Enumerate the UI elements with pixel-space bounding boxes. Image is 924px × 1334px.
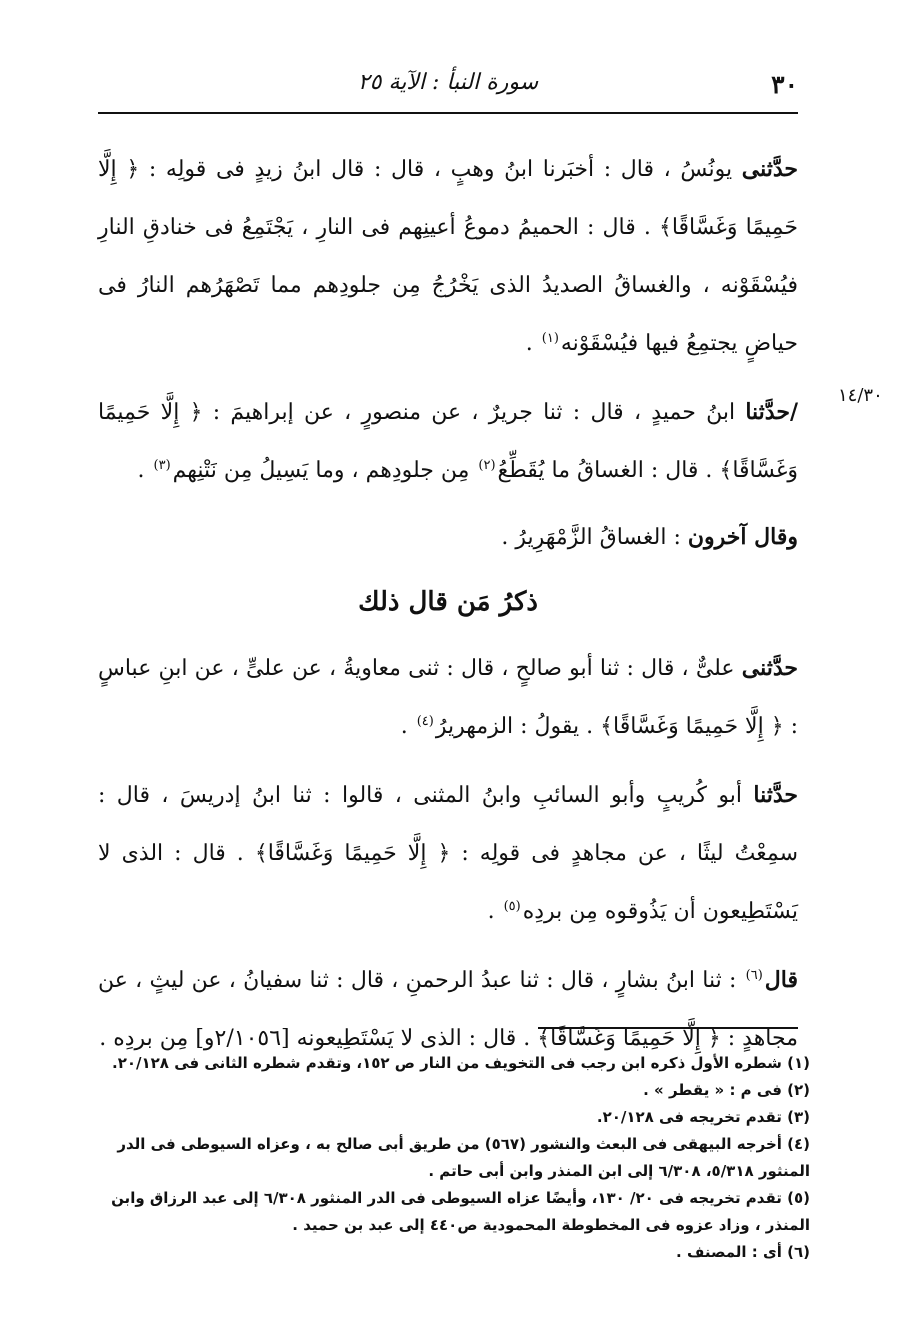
paragraph-tail: . xyxy=(137,458,152,483)
paragraph-text: : ثنا ابنُ بشارٍ ، قال : ثنا عبدُ الرحمنِ ، قال : ثنا سفيانُ ، عن ليثٍ ، عن مجاهدٍ : ﴿ إِلَّا حَمِيمًا وَغَسَّاقًا﴾ . قال : الذى لا يَسْتَطِيعونه [٢/١٠٥٦و] مِن بردِه . xyxy=(98,968,798,1051)
paragraph-text: علىٌّ ، قال : ثنا أبو صالحٍ ، قال : ثنى معاويةُ ، عن علىٍّ ، عن ابنِ عباسٍ : ﴿ إِلَّا حَمِيمًا وَغَسَّاقًا﴾ . يقولُ : الزمهريرُ xyxy=(98,656,798,739)
paragraph-tail: . xyxy=(400,714,415,739)
footnote-2: (٢) فى م : « يقطر » . xyxy=(643,1081,810,1099)
paragraph-lead: وقال آخرون xyxy=(687,524,798,550)
paragraph-4 xyxy=(98,639,798,756)
footnote-1: (١) شطره الأول ذكره ابن رجب فى التخويف من النار ص ١٥٢، وتقدم شطره الثانى فى ٢٠/١٢٨. xyxy=(112,1054,810,1072)
footnote-5: (٥) تقدم تخريجه فى ٢٠/ ١٣٠، وأيضًا عزاه السيوطى فى الدر المنثور ٦/٣٠٨ إلى عبد الرزاق وابن المنذر ، وزاد عزوه فى المخطوطة المحمودية ص٤٤٠ إلى عبد بن حميد . xyxy=(111,1189,810,1234)
running-title: سورة النبأ : الآية ٢٥ xyxy=(357,70,539,95)
paragraph-5 xyxy=(98,766,798,941)
page-header xyxy=(98,62,798,114)
paragraph-lead: حدَّثنا xyxy=(753,782,798,808)
footnote-ref: (٣) xyxy=(153,457,171,473)
paragraph-text: يونُسُ ، قال : أخبَرنا ابنُ وهبٍ ، قال : قال ابنُ زيدٍ فى قولِه : ﴿ إِلَّا حَمِيمًا وَغَسَّاقًا﴾ . قال : الحميمُ دموعُ أعينِهم فى النارِ ، يَجْتَمِعُ فى خنادقِ النارِ فيُسْقَوْنه ، والغساقُ الصديدُ الذى يَخْرُجُ مِن جلودِهم مما تَصْهَرُهم النارُ فى حياضٍ يجتمِعُ فيها فيُسْقَوْنه xyxy=(98,157,798,356)
paragraph-tail: . xyxy=(525,331,540,356)
paragraph-text: ابنُ حميدٍ ، قال : ثنا جريرٌ ، عن منصورٍ ، عن إبراهيمَ : ﴿ إِلَّا حَمِيمًا وَغَسَّاقًا﴾ . قال : الغساقُ ما يُقَطِّعُ xyxy=(98,400,798,483)
margin-reference: ١٤/٣٠ xyxy=(838,385,883,406)
footnotes xyxy=(98,1050,810,1266)
main-text xyxy=(98,140,798,1076)
paragraph-lead: قال xyxy=(764,967,798,993)
paragraph-tail: . xyxy=(487,899,502,924)
paragraph-1 xyxy=(98,140,798,373)
footnote-ref: (١) xyxy=(541,330,559,346)
footnote-6: (٦) أى : المصنف . xyxy=(676,1243,810,1261)
paragraph-text: أبو كُريبٍ وأبو السائبِ وابنُ المثنى ، قالوا : ثنا ابنُ إدريسَ ، قال : سمِعْتُ ليثًا ، عن مجاهدٍ فى قولِه : ﴿ إِلَّا حَمِيمًا وَغَسَّاقًا﴾ . قال : الذى لا يَسْتَطِيعون أن يَذُوقوه مِن بردِه xyxy=(98,783,798,924)
footnote-ref: (٥) xyxy=(503,898,521,914)
section-heading: ذكرُ مَن قال ذلك xyxy=(358,587,538,617)
paragraph-lead: /حدَّثنا xyxy=(745,399,798,425)
footnote-ref: (٦) xyxy=(745,967,763,983)
paragraph-3 xyxy=(98,508,798,567)
paragraph-text: : الغساقُ الزَّمْهَرِيرُ . xyxy=(501,525,688,550)
paragraph-lead: حدَّثنى xyxy=(741,156,799,182)
footnote-ref: (٤) xyxy=(416,713,434,729)
paragraph-2 xyxy=(98,383,798,500)
footnote-3: (٣) تقدم تخريجه فى ٢٠/١٢٨. xyxy=(596,1108,810,1126)
paragraph-text-2: مِن جلودِهم ، وما يَسِيلُ مِن نَتْنِهم xyxy=(172,458,477,483)
footnote-divider xyxy=(538,1027,798,1029)
paragraph-lead: حدَّثنى xyxy=(741,655,798,681)
page-number: ٣٠ xyxy=(771,70,798,99)
footnote-ref: (٢) xyxy=(478,457,496,473)
footnote-4: (٤) أخرجه البيهقى فى البعث والنشور (٥٦٧) من طريق أبى صالح به ، وعزاه السيوطى فى الدر المنثور ٥/٣١٨، ٦/٣٠٨ إلى ابن المنذر وابن أبى حاتم . xyxy=(117,1135,810,1180)
